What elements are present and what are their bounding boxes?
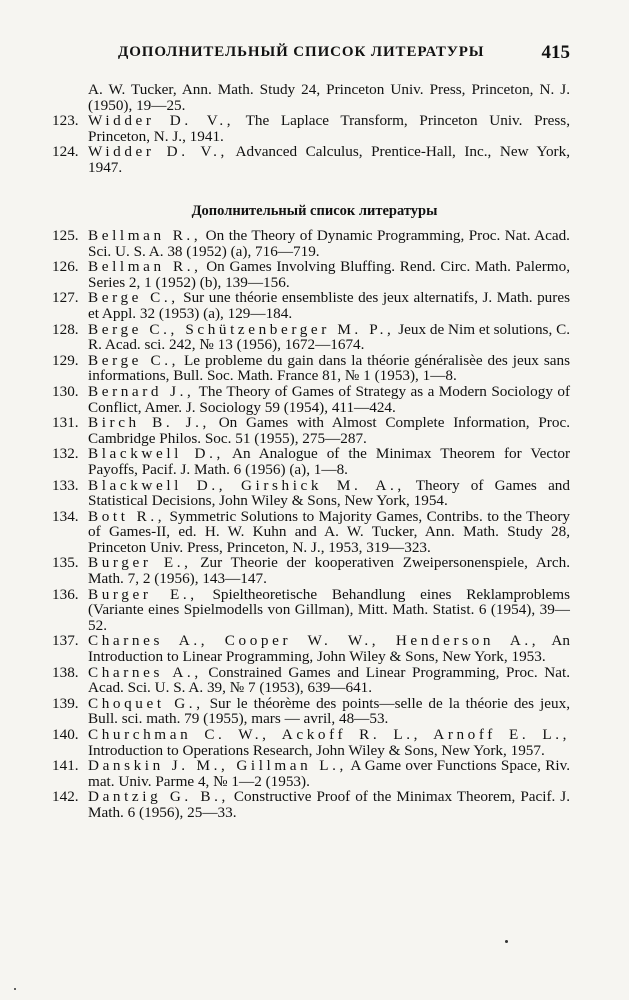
entry-number: 134. bbox=[52, 507, 79, 525]
entry-text: The Theory of Games of Strategy as a Modern Sociology of Conflict, Amer. J. Sociology 59 (1954), 411—424. bbox=[88, 382, 570, 416]
entry-author: Charnes A., bbox=[88, 663, 202, 681]
entry-author: Dantzig G. B., bbox=[88, 788, 229, 806]
entry-author: Charnes A., Cooper W. W., Henderson A., bbox=[88, 632, 540, 650]
bibliography-entry bbox=[52, 509, 570, 556]
bibliography-entry bbox=[52, 758, 570, 789]
entry-number: 124. bbox=[52, 143, 79, 161]
entry-text: Advanced Calculus, Prentice-Hall, Inc., New York, 1947. bbox=[88, 143, 570, 176]
bibliography-entry bbox=[52, 696, 570, 727]
entry-author: Choquet G., bbox=[88, 694, 204, 712]
entry-text: Theory of Games and Statistical Decisions, John Wiley & Sons, New York, 1954. bbox=[88, 476, 570, 510]
entry-text: A. W. Tucker, Ann. Math. Study 24, Princeton Univ. Press, Princeton, N. J. (1950), 19—25. bbox=[88, 81, 570, 114]
entry-text: Constructive Proof of the Minimax Theorem, Pacif. J. Math. 6 (1956), 25—33. bbox=[88, 788, 570, 821]
entry-author: Churchman C. W., Ackoff R. L., Arnoff E. L., bbox=[88, 726, 570, 743]
entry-number: 133. bbox=[52, 476, 79, 494]
additional-bibliography bbox=[52, 228, 570, 821]
bibliography-entry bbox=[52, 665, 570, 696]
entry-author: Burger E., bbox=[88, 554, 192, 572]
bibliography-entry bbox=[52, 228, 570, 259]
entry-text: Symmetric Solutions to Majority Games, Contribs. to the Theory of Games-II, ed. H. W. Kuhn and A. W. Tucker, Ann. Math. Study 28, Princeton Univ. Press, Princeton, N. J., 1953, 319—323. bbox=[88, 507, 570, 556]
bibliography-entry bbox=[52, 789, 570, 820]
bibliography-entry bbox=[52, 415, 570, 446]
entry-author: Bellman R., bbox=[88, 227, 202, 244]
entry-number: 127. bbox=[52, 289, 79, 307]
entry-text: An Introduction to Linear Programming, John Wiley & Sons, New York, 1953. bbox=[88, 632, 570, 666]
entry-number: 137. bbox=[52, 632, 79, 650]
header-title: ДОПОЛНИТЕЛЬНЫЙ СПИСОК ЛИТЕРАТУРЫ bbox=[118, 44, 485, 60]
entry-number: 130. bbox=[52, 382, 79, 400]
entry-number: 135. bbox=[52, 554, 79, 572]
entry-text: Introduction to Operations Research, John Wiley & Sons, New York, 1957. bbox=[88, 741, 545, 759]
bibliography-entry bbox=[52, 633, 570, 664]
bibliography-entry bbox=[52, 322, 570, 353]
entry-number: 126. bbox=[52, 258, 79, 276]
bibliography-entry bbox=[52, 446, 570, 477]
entry-number: 128. bbox=[52, 320, 79, 338]
entry-number: 138. bbox=[52, 663, 79, 681]
entry-text: On the Theory of Dynamic Programming, Proc. Nat. Acad. Sci. U. S. A. 38 (1952) (a), 716—719. bbox=[88, 227, 570, 260]
bibliography-entry bbox=[52, 290, 570, 321]
entry-author: Berge C., bbox=[88, 289, 179, 307]
bibliography-entry bbox=[52, 113, 570, 144]
bibliography-entry bbox=[52, 587, 570, 634]
entry-text: Sur le théorème des points—selle de la théorie des jeux, Bull. sci. math. 79 (1955), mars — avril, 48—53. bbox=[88, 694, 570, 728]
entry-author: Birch B. J., bbox=[88, 414, 210, 432]
entry-text: On Games with Almost Complete Information, Proc. Cambridge Philos. Soc. 51 (1955), 275—287. bbox=[88, 414, 570, 447]
entry-author: Bott R., bbox=[88, 507, 166, 525]
entry-text: Sur une théorie ensembliste des jeux alternatifs, J. Math. pures et Appl. 32 (1953) (a), 129—184. bbox=[88, 289, 570, 322]
entry-number: 142. bbox=[52, 788, 79, 806]
entry-author: Danskin J. M., Gillman L., bbox=[88, 757, 347, 775]
entry-author: Widder D. V., bbox=[88, 112, 235, 130]
entry-text: The Laplace Transform, Princeton Univ. Press, Princeton, N. J., 1941. bbox=[88, 112, 570, 145]
bibliography-entry bbox=[52, 478, 570, 509]
entry-text: Zur Theorie der kooperativen Zweipersonenspiele, Arch. Math. 7, 2 (1956), 143—147. bbox=[88, 554, 570, 588]
entry-author: Blackwell D., bbox=[88, 445, 224, 463]
entry-author: Berge C., bbox=[88, 351, 180, 369]
print-speck bbox=[14, 988, 16, 990]
page-number: 415 bbox=[541, 42, 570, 63]
entry-author: Berge C., Schützenberger M. P., bbox=[88, 320, 395, 338]
bibliography-entry bbox=[52, 555, 570, 586]
entry-author: Widder D. V., bbox=[88, 143, 228, 161]
bibliography-entry bbox=[52, 259, 570, 290]
entry-number: 129. bbox=[52, 351, 79, 369]
entry-number: 139. bbox=[52, 694, 79, 712]
entry-text: On Games Involving Bluffing. Rend. Circ. Math. Palermo, Series 2, 1 (1952) (b), 139—156. bbox=[88, 258, 570, 291]
running-header bbox=[118, 44, 570, 61]
entry-text: Le probleme du gain dans la théorie généralisèe des jeux sans informations, Bull. Soc. Math. France 81, № 1 (1953), 1—8. bbox=[88, 351, 570, 385]
bibliography-entry bbox=[52, 144, 570, 175]
entry-number: 140. bbox=[52, 726, 79, 743]
entry-number: 132. bbox=[52, 445, 79, 463]
entry-text: An Analogue of the Minimax Theorem for Vector Payoffs, Pacif. J. Math. 6 (1956) (a), 1—8. bbox=[88, 445, 571, 478]
print-speck bbox=[505, 940, 508, 943]
entry-text: A Game over Functions Space, Riv. mat. Univ. Parme 4, № 1—2 (1953). bbox=[88, 757, 571, 790]
entry-number: 141. bbox=[52, 757, 79, 775]
bibliography-entry bbox=[52, 353, 570, 384]
entry-text: Spieltheoretische Behandlung eines Reklamproblems (Variante eines Spielmodells von Gillman), Mitt. Math. Statist. 6 (1954), 39—52. bbox=[88, 585, 570, 634]
bibliography-entry bbox=[52, 727, 570, 758]
entry-author: Burger E., bbox=[88, 585, 198, 603]
section-heading: Дополнительный список литературы bbox=[191, 203, 438, 219]
bibliography-continued bbox=[52, 82, 570, 176]
entry-text: Constrained Games and Linear Programming, Proc. Nat. Acad. Sci. U. S. A. 39, № 7 (1953), 639—641. bbox=[88, 663, 570, 697]
entry-number: 136. bbox=[52, 585, 79, 603]
bibliography-entry bbox=[52, 82, 570, 113]
entry-number: 123. bbox=[52, 112, 79, 130]
entry-author: Bellman R., bbox=[88, 258, 202, 276]
entry-author: Bernard J., bbox=[88, 382, 195, 400]
entry-number: 125. bbox=[52, 227, 79, 244]
entry-number: 131. bbox=[52, 414, 79, 432]
entry-text: Jeux de Nim et solutions, C. R. Acad. sci. 242, № 13 (1956), 1672—1674. bbox=[88, 320, 570, 354]
bibliography-entry bbox=[52, 384, 570, 415]
entry-author: Blackwell D., Girshick M. A., bbox=[88, 476, 405, 494]
